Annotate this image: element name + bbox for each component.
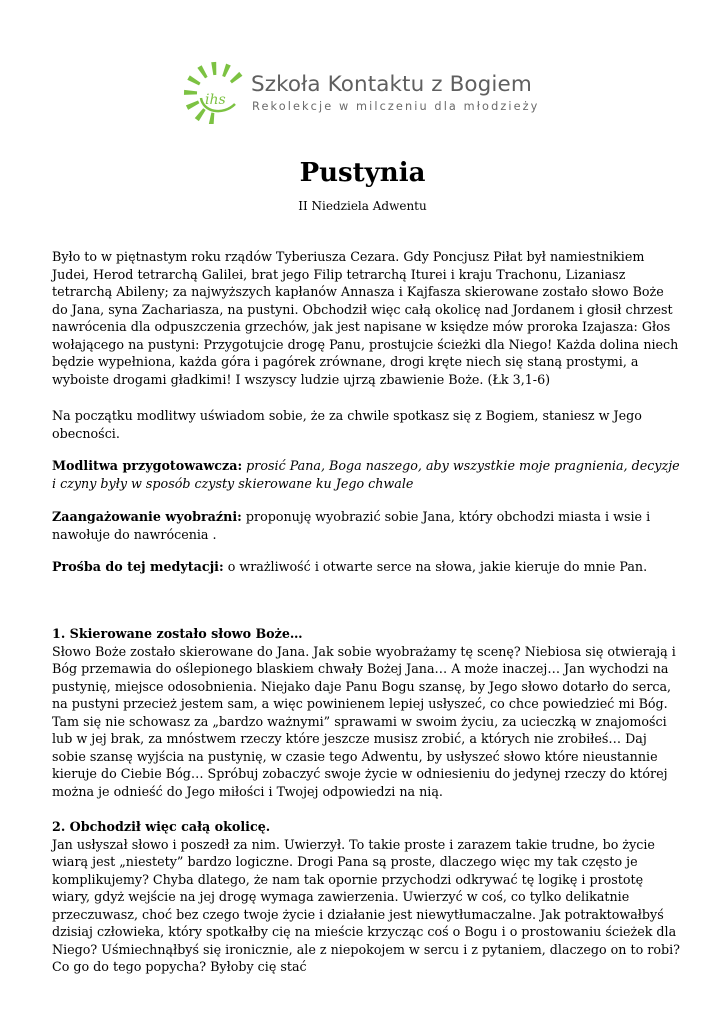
logo-subtitle: Rekolekcje w milczeniu dla młodzieży — [252, 100, 540, 113]
section-body: Jan usłyszał słowo i poszedł za nim. Uwierzył. To takie proste i zarazem takie trudne, bo życie wiarą jest „niestety” bardzo logiczne. Drogi Pana są proste, dlaczego więc my tak często je komplikujemy? Chyba dlatego, że nam tak opornie przychodzi odkrywać tę logikę i prostotę wiary, gdyż wejście na jej drogę wymaga zawierzenia. Uwierzyć w coś, co tylko delikatnie przeczuwasz, choć bez czego twoje życie i działanie jest niewytłumaczalne. Jak potraktowałbyś dzisiaj człowieka, który spotkałby cię na mieście krzycząc coś o Bogu i o prostowaniu ścieżek dla Niego? Uśmiechnąłbyś się ironicznie, ale z niepokojem w sercu i z pytaniem, dlaczego on to robi? Co go do tego popycha? Byłoby cię stać — [52, 836, 680, 974]
imagination-text: proponuję wyobrazić sobie Jana, który obchodzi miasta i wsie i nawołuje do nawrócenia . — [52, 509, 651, 542]
request-paragraph — [52, 558, 682, 576]
prayer-label: Modlitwa przygotowawcza: — [52, 458, 243, 473]
section-body: Słowo Boże zostało skierowane do Jana. Jak sobie wyobrażamy tę scenę? Niebiosa się otwierają i Bóg przemawia do oślepionego blaskiem chwały Bożej Jana… A może inaczej… Jan wychodzi na pustynię, miejsce odosobnienia. Niejako daje Panu Bogu szansę, by Jego słowo dotarło do serca, na pustyni przecież jestem sam, a więc powinienem lepiej usłyszeć, co chce powiedzieć mi Bóg. Tam się nie schowasz za „bardzo ważnymi” sprawami w swoim życiu, za ucieczką w znajomości lub w jej brak, za mnóstwem rzeczy które jeszcze musisz zrobić, a których nie zrobiłeś… Daj sobie szansę wyjścia na pustynię, w czasie tego Adwentu, by usłyszeć słowo które nieustannie kieruje do Ciebie Bóg… Spróbuj zobaczyć swoje życie w odniesieniu do jedynej rzeczy do której można je odnieść do Jego miłości i Twojej odpowiedzi na nią. — [52, 643, 676, 799]
prayer-paragraph — [52, 457, 682, 492]
imagination-label: Zaangażowanie wyobraźni: — [52, 509, 242, 524]
section-heading: 2. Obchodził więc całą okolicę. — [52, 819, 271, 834]
section-heading: 1. Skierowane zostało słowo Boże… — [52, 626, 303, 641]
logo — [183, 58, 543, 128]
sun-logo-icon — [183, 58, 249, 124]
request-label: Prośba do tej medytacji: — [52, 559, 224, 574]
logo-title: Szkoła Kontaktu z Bogiem — [251, 72, 532, 97]
imagination-paragraph — [52, 508, 682, 543]
prayer-text: prosić Pana, Boga naszego, aby wszystkie moje pragnienia, decyzje i czyny były w sposób czysty skierowane ku Jego chwale — [52, 458, 680, 491]
request-text: o wrażliwość i otwarte serce na słowa, jakie kieruje do mnie Pan. — [223, 559, 648, 574]
svg-text:ihs: ihs — [205, 92, 226, 108]
section-1 — [52, 625, 682, 800]
intro-paragraph: Na początku modlitwy uświadom sobie, że za chwile spotkasz się z Bogiem, staniesz w Jego obecności. — [52, 408, 642, 441]
page-title: Pustynia — [299, 158, 426, 188]
gospel-paragraph: Było to w piętnastym roku rządów Tyberiusza Cezara. Gdy Poncjusz Piłat był namiestnikiem Judei, Herod tetrarchą Galilei, brat jego Filip tetrarchą Iturei i kraju Trachonu, Lizaniasz tetrarchą Abileny; za najwyższych kapłanów Annasza i Kajfasza skierowane zostało słowo Boże do Jana, syna Zachariasza, na pustyni. Obchodził więc całą okolicę nad Jordanem i głosił chrzest nawrócenia dla odpuszczenia grzechów, jak jest napisane w księdze mów proroka Izajasza: Głos wołającego na pustyni: Przygotujcie drogę Panu, prostujcie ścieżki dla Niego! Każda dolina niech będzie wypełniona, każda góra i pagórek zrównane, drogi kręte niech się staną prostymi, a wyboiste drogami gładkimi! I wszyscy ludzie ujrzą zbawienie Boże. (Łk 3,1-6) — [52, 249, 679, 387]
page-subtitle: II Niedziela Adwentu — [298, 199, 427, 213]
section-2 — [52, 818, 682, 976]
